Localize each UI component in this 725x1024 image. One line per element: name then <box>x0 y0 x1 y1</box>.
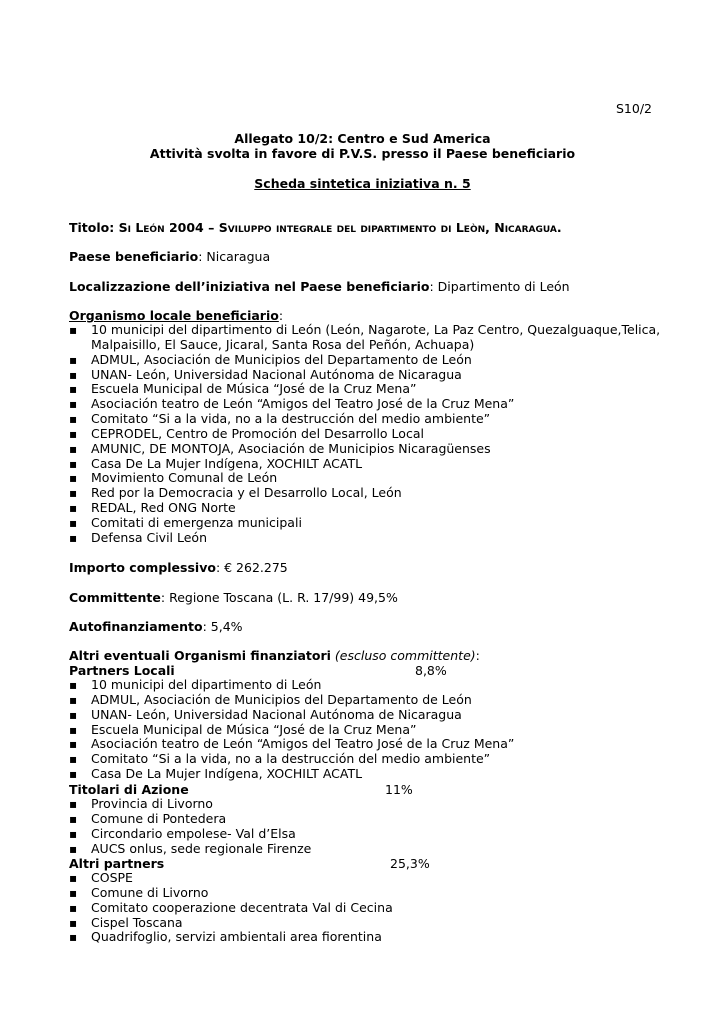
organismo-colon: : <box>278 308 284 323</box>
organismo-list <box>69 323 669 546</box>
titolo-line <box>69 220 562 235</box>
paese-value: : Nicaragua <box>198 249 271 264</box>
list-item: ▪ Comitato “Si a la vida, no a la destrucción del medio ambiente” <box>69 412 669 427</box>
organismo-heading <box>69 308 283 323</box>
titolo-label: Titolo: <box>69 220 115 235</box>
altri-organismi-line <box>69 648 480 663</box>
localizzazione-label: Localizzazione dell’iniziativa nel Paese beneficiario <box>69 279 430 294</box>
titolari-heading: Titolari di Azione <box>69 782 189 797</box>
titolari-list <box>69 797 669 856</box>
partners-locali-pct: 8,8% <box>415 663 447 678</box>
list-item: ▪ Red por la Democracia y el Desarrollo Local, León <box>69 486 669 501</box>
list-item-continuation: Malpaisillo, El Sauce, Jicaral, Santa Rosa del Peñón, Achuapa) <box>91 336 475 352</box>
list-item: ▪ 10 municipi del dipartimento di León <box>69 678 669 693</box>
list-item: ▪ Defensa Civil León <box>69 531 669 546</box>
autofinanziamento-value: : 5,4% <box>202 619 243 634</box>
altri-partners-pct: 25,3% <box>390 856 430 871</box>
allegato-title: Allegato 10/2: Centro e Sud America <box>234 131 491 146</box>
list-item: ▪ COSPE <box>69 871 669 886</box>
list-item: ▪ Escuela Municipal de Música “José de la Cruz Mena” <box>69 382 669 397</box>
list-item: ▪ Comune di Pontedera <box>69 812 669 827</box>
list-item: ▪ Cispel Toscana <box>69 916 669 931</box>
paese-line <box>69 249 270 264</box>
list-item: ▪ ADMUL, Asociación de Municipios del Departamento de León <box>69 693 669 708</box>
titolo-value: Si León 2004 – Sviluppo integrale del dipartimento di Leòn, Nicaragua. <box>118 220 562 235</box>
list-item: ▪ Casa De La Mujer Indígena, XOCHILT ACATL <box>69 767 669 782</box>
altri-organismi-label: Altri eventuali Organismi finanziatori <box>69 648 331 663</box>
list-item: ▪ Escuela Municipal de Música “José de la Cruz Mena” <box>69 723 669 738</box>
altri-organismi-colon: : <box>475 648 480 663</box>
allegato-subtitle: Attività svolta in favore di P.V.S. presso il Paese beneficiario <box>149 146 576 161</box>
localizzazione-line <box>69 279 570 294</box>
list-item: ▪ Circondario empolese- Val d’Elsa <box>69 827 669 842</box>
list-item: ▪ AMUNIC, DE MONTOJA, Asociación de Municipios Nicaragüenses <box>69 442 669 457</box>
committente-value: : Regione Toscana (L. R. 17/99) 49,5% <box>160 590 398 605</box>
importo-line <box>69 560 288 575</box>
autofinanziamento-line <box>69 619 243 634</box>
list-item: ▪ Asociación teatro de León “Amigos del Teatro José de la Cruz Mena” <box>69 397 669 412</box>
list-item: ▪ Asociación teatro de León “Amigos del Teatro José de la Cruz Mena” <box>69 737 669 752</box>
list-item: ▪ Quadrifoglio, servizi ambientali area fiorentina <box>69 930 669 945</box>
list-item: ▪ ADMUL, Asociación de Municipios del Departamento de León <box>69 353 669 368</box>
list-item: ▪ UNAN- León, Universidad Nacional Autónoma de Nicaragua <box>69 368 669 383</box>
organismo-label: Organismo locale beneficiario <box>69 308 279 323</box>
altri-partners-list <box>69 871 669 945</box>
list-item: ▪ REDAL, Red ONG Norte <box>69 501 669 516</box>
list-item: ▪ UNAN- León, Universidad Nacional Autónoma de Nicaragua <box>69 708 669 723</box>
list-item: ▪ Provincia di Livorno <box>69 797 669 812</box>
list-item: ▪ CEPRODEL, Centro de Promoción del Desarrollo Local <box>69 427 669 442</box>
partners-locali-list <box>69 678 669 782</box>
list-item: ▪ Casa De La Mujer Indígena, XOCHILT ACATL <box>69 457 669 472</box>
list-item: ▪ AUCS onlus, sede regionale Firenze <box>69 842 669 857</box>
importo-label: Importo complessivo <box>69 560 216 575</box>
paese-label: Paese beneficiario <box>69 249 199 264</box>
list-item: ▪ Comitato cooperazione decentrata Val di Cecina <box>69 901 669 916</box>
list-item: ▪ Movimiento Comunal de León <box>69 471 669 486</box>
titolari-pct: 11% <box>385 782 413 797</box>
partners-locali-heading: Partners Locali <box>69 663 175 678</box>
committente-label: Committente <box>69 590 161 605</box>
list-item: ▪ Comitato “Si a la vida, no a la destrucción del medio ambiente” <box>69 752 669 767</box>
localizzazione-value: : Dipartimento di León <box>429 279 570 294</box>
scheda-title: Scheda sintetica iniziativa n. 5 <box>254 176 471 191</box>
altri-organismi-note: (escluso committente) <box>334 648 476 663</box>
importo-value: : € 262.275 <box>215 560 288 575</box>
list-item: ▪ Comune di Livorno <box>69 886 669 901</box>
altri-partners-heading: Altri partners <box>69 856 165 871</box>
autofinanziamento-label: Autofinanziamento <box>69 619 203 634</box>
list-item: ▪ Comitati di emergenza municipali <box>69 516 669 531</box>
list-item: ▪ 10 municipi del dipartimento di León (León, Nagarote, La Paz Centro, Quezalguaque,Telica, Malpaisillo, El Sauce, Jicaral, Santa Rosa del Peñón, Achuapa) <box>69 323 669 353</box>
page-reference: S10/2 <box>616 101 653 116</box>
committente-line <box>69 590 398 605</box>
